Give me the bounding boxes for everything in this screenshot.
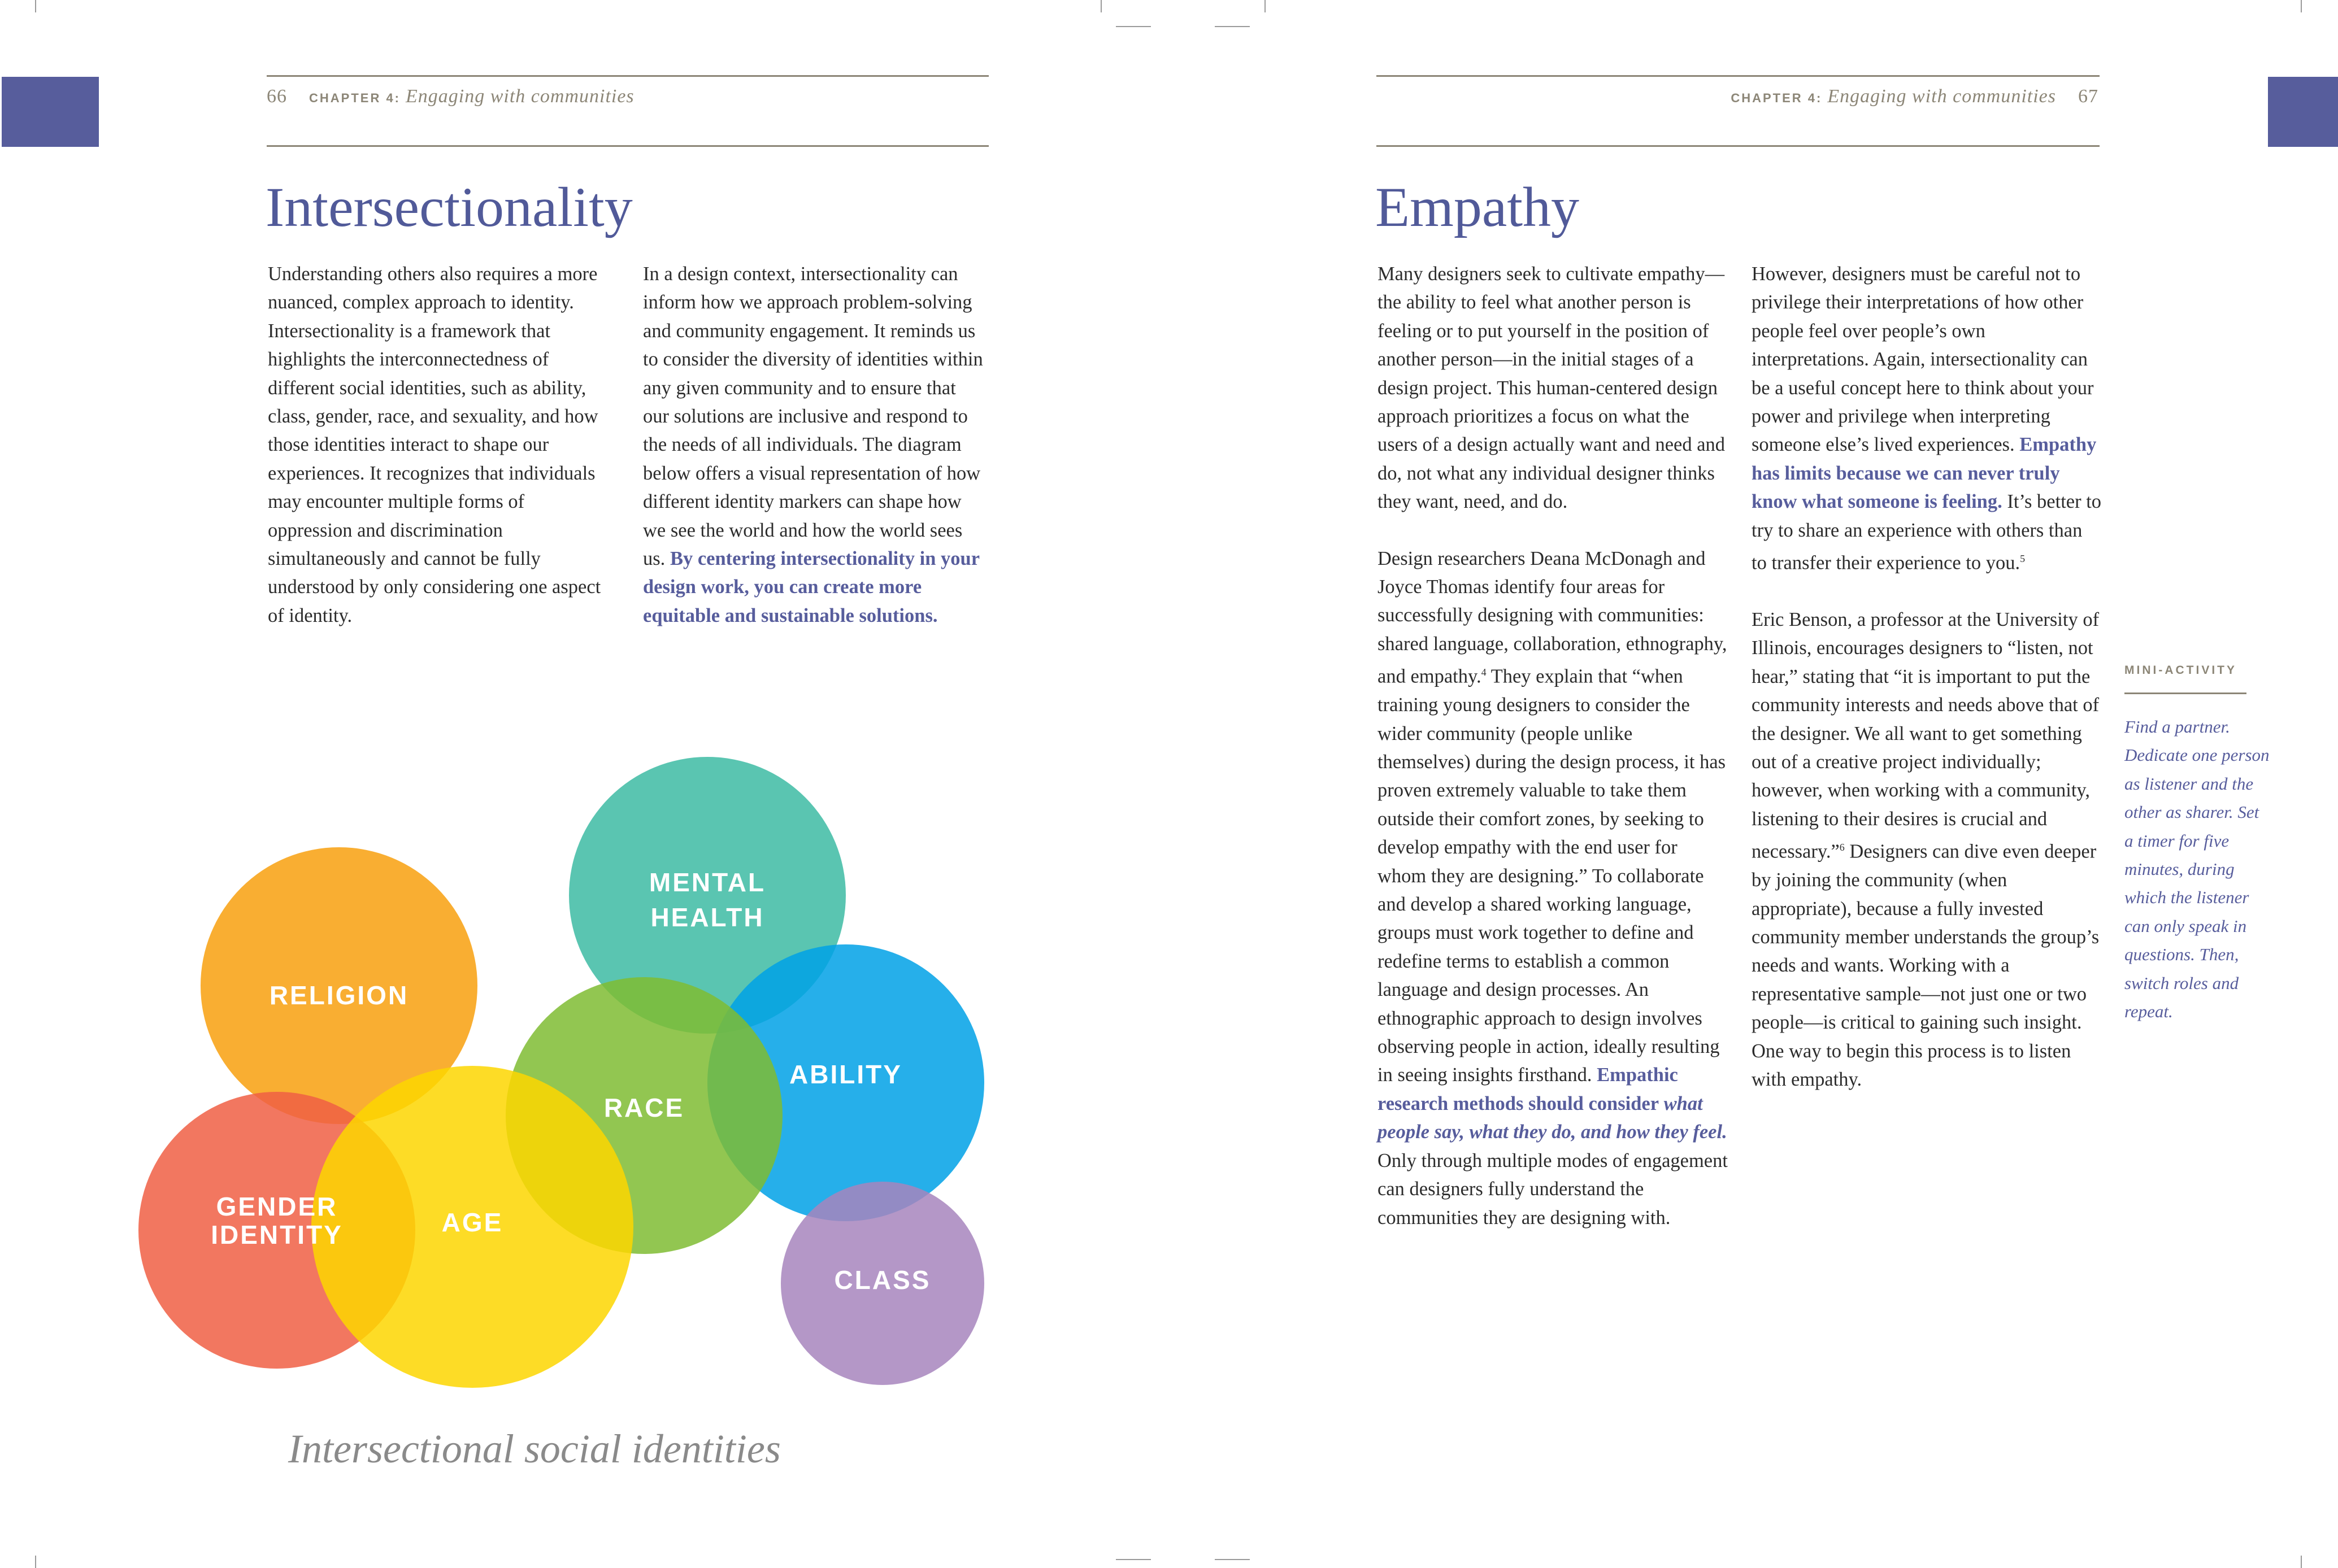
paragraph: [1752, 606, 2102, 1094]
diagram-caption: Intersectional social identities: [288, 1426, 781, 1471]
paragraph: [643, 260, 985, 630]
highlight-text: By centering intersectionality in your design work, you can create more equitable and sustainable solutions.: [643, 548, 980, 626]
crop-mark: [1215, 1559, 1250, 1560]
body-column-2: [643, 260, 985, 630]
body-column-1: [1377, 260, 1729, 1232]
mini-activity-label: MINI-ACTIVITY: [2124, 664, 2237, 677]
header-rule-bottom: [1376, 145, 2100, 147]
mental-health-label: MENTAL: [649, 868, 766, 897]
header-rule-bottom: [267, 145, 989, 147]
page-heading: Empathy: [1375, 176, 1580, 238]
chapter-label: CHAPTER 4:: [1731, 91, 1823, 105]
page-heading: Intersectionality: [266, 176, 633, 238]
crop-mark: [2301, 0, 2302, 12]
age-label: AGE: [441, 1208, 503, 1237]
gender-identity-label: IDENTITY: [211, 1220, 343, 1249]
highlight-text: Empathic research methods should consider: [1377, 1064, 1678, 1114]
crop-mark: [1101, 0, 1102, 12]
body-text: They explain that “when training young designers to consider the wider community (people unlike themselves) during the design process, it has proven extremely valuable to take them outside their comfort zones, by seeking to develop empathy with the end user for whom they are designing.” To collaborate and develop a shared working language, groups must work together to define and redefine terms to establish a common language and design processes. An ethnographic approach to design involves observing people in action, ideally resulting in seeing insights firsthand.: [1377, 665, 1726, 1086]
body-text: However, designers must be careful not to privilege their interpretations of how other people feel over people’s own interpretations. Again, intersectionality can be a useful concept here to think about your power and privilege when interpreting someone else’s lived experiences.: [1752, 263, 2094, 456]
crop-mark: [1264, 0, 1266, 12]
race-label: RACE: [603, 1093, 685, 1122]
ability-label: ABILITY: [789, 1060, 902, 1089]
body-text: Only through multiple modes of engagement can designers fully understand the communities they are designing with.: [1377, 1149, 1728, 1229]
body-text: Designers can dive even deeper by joining the community (when appropriate), because a fully invested community member understands the group’s needs and wants. Working with a representative sample—not just one or two people—is critical to gaining such insight. One way to begin this process is to listen with empathy.: [1752, 840, 2100, 1090]
paragraph: Many designers seek to cultivate empathy—the ability to feel what another person is feeling or to put yourself in the position of another person—in the initial stages of a design project. This human-centered design approach prioritizes a focus on what the users of a design actually want and need and do, not what any individual designer thinks they want, need, and do.: [1377, 263, 1726, 513]
gender-identity-label: GENDER: [216, 1192, 338, 1221]
page-number: 66: [267, 86, 287, 107]
chapter-title: Engaging with communities: [406, 86, 635, 107]
chapter-title: Engaging with communities: [1827, 86, 2056, 107]
mental-health-label: HEALTH: [650, 903, 764, 932]
paragraph: [1377, 545, 1729, 1232]
body-column-2: [1752, 260, 2102, 1094]
header-rule-top: [267, 75, 989, 77]
footnote-ref: 4: [1481, 667, 1487, 678]
paragraph: Understanding others also requires a more nuanced, complex approach to identity. Intersectionality is a framework that highlights the interconnectedness of different social identities, such as ability, class, gender, race, and sexuality, and how those identities interact to shape our experiences. It recognizes that individuals may encounter multiple forms of oppression and discrimination simultaneously and cannot be fully understood by only considering one aspect of identity.: [268, 263, 601, 626]
crop-mark: [1116, 1559, 1151, 1560]
chapter-tab-left: [2, 77, 99, 147]
paragraph: [1752, 260, 2102, 577]
highlight-text: Empathy has limits because we can never truly know what someone is feeling.: [1752, 434, 2097, 513]
body-text: Design researchers Deana McDonagh and Joyce Thomas identify four areas for successfully designing with communities: shared language, collaboration, ethnography, and empathy.: [1377, 547, 1727, 687]
intersectionality-diagram: [113, 734, 1017, 1401]
chapter-tab-right: [2268, 77, 2338, 147]
chapter-label: CHAPTER 4:: [309, 91, 401, 105]
crop-mark: [35, 1556, 36, 1568]
footnote-ref: 5: [2020, 553, 2026, 565]
body-text: Eric Benson, a professor at the University of Illinois, encourages designers to “listen, not hear,” stating that “it is important to put the community interests and needs above that of the designer. We all want to get something out of a creative project individually; however, when working with a community, listening to their desires is crucial and necessary.”: [1752, 608, 2100, 863]
class-label: CLASS: [834, 1265, 931, 1295]
crop-mark: [1116, 26, 1151, 27]
mini-activity-rule: [2124, 692, 2246, 694]
highlight-italic: what people say, what they do, and how they feel.: [1377, 1092, 1727, 1143]
body-column-1: [268, 260, 612, 630]
religion-label: RELIGION: [269, 981, 409, 1010]
body-text: In a design context, intersectionality can inform how we approach problem-solving and community engagement. It reminds us to consider the diversity of identities within any given community and to ensure that our solutions are inclusive and respond to the needs of all individuals. The diagram below offers a visual representation of how different identity markers can shape how we see the world and how the world sees us.: [643, 263, 983, 570]
crop-mark: [35, 0, 36, 12]
body-text: It’s better to try to share an experience with others than to transfer their experience to you.: [1752, 491, 2102, 574]
header-rule-top: [1376, 75, 2100, 77]
crop-mark: [1215, 26, 1250, 27]
crop-mark: [2301, 1556, 2302, 1568]
footnote-ref: 6: [1839, 842, 1845, 853]
mini-activity-text: Find a partner. Dedicate one person as listener and the other as sharer. Set a timer for five minutes, during which the listener can only speak in questions. Then, switch roles and repeat.: [2124, 717, 2270, 1022]
page-number: 67: [2078, 86, 2098, 107]
running-header: [267, 86, 635, 107]
running-header: [1731, 86, 2098, 107]
